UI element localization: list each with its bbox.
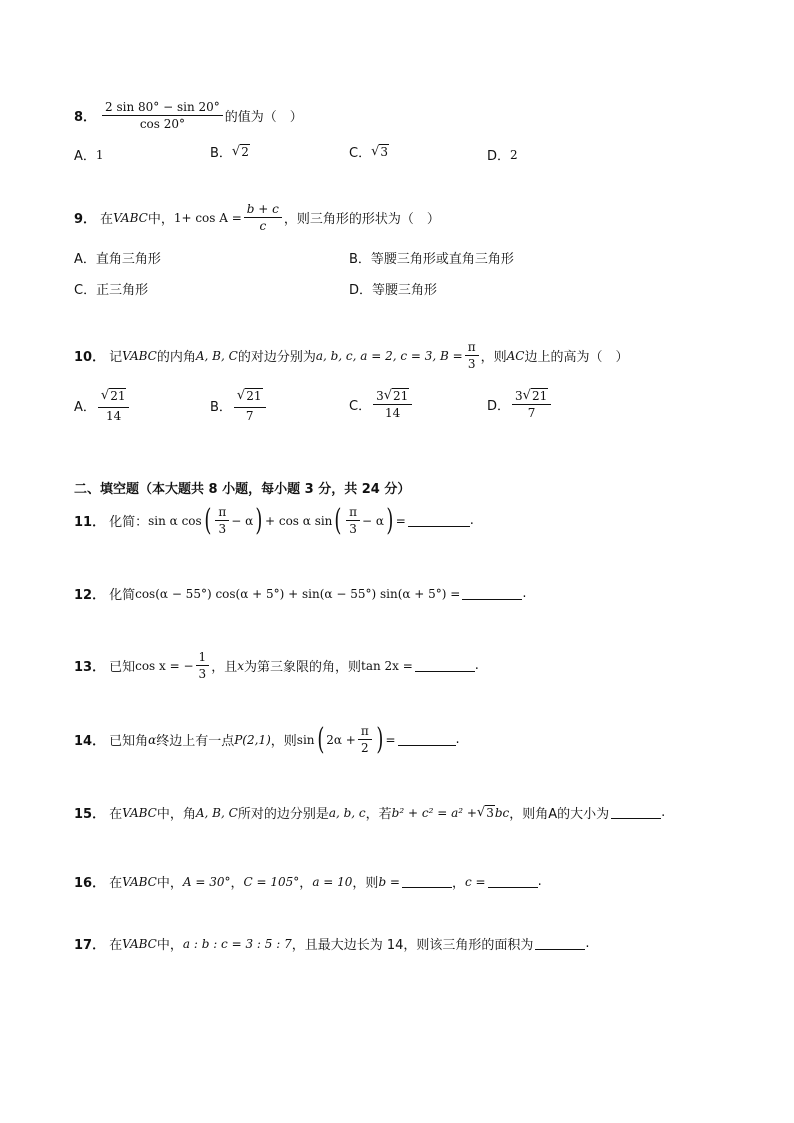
fraction-denominator: 7 [527,406,536,420]
formula-part: − α [362,513,385,528]
option-a [74,145,104,164]
question-number: 17． [74,938,106,953]
period: . [537,874,542,889]
fraction-denominator: 14 [106,409,122,423]
question-stem: ，则三角形的形状为（ ） [283,212,440,227]
option-label: B． [210,400,232,415]
question-stem: 边上的高为（ ） [524,350,629,365]
equals: = [385,732,396,747]
fraction-numerator: b + c [244,202,282,218]
question-number: 16． [74,876,106,891]
fraction: √ 21 14 [98,388,130,423]
answer-blank-b[interactable] [402,875,452,888]
question-15 [74,803,665,822]
fraction-numerator: π [358,724,372,740]
option-text: 2 [510,147,518,162]
text: 中， [156,876,183,891]
option-label: C． [349,146,372,161]
fraction [346,505,360,536]
text: ，则 [480,350,507,365]
fraction-denominator: 3 [218,522,227,536]
text: 记 [109,350,123,365]
right-paren: ) [386,502,394,538]
angle-names: A, B, C [195,348,238,363]
text: 已知角 [109,734,149,749]
option-label: A． [74,252,96,267]
triangle-symbol: VABC [113,210,148,225]
text: 在 [109,938,123,953]
question-stem: ，则角A的大小为 [509,807,610,822]
text: 为第三象限的角，则 [243,660,361,675]
fraction [196,650,210,681]
right-paren: ) [255,502,263,538]
radicand: 3 [380,145,389,159]
formula-part: − α [231,513,254,528]
triangle-symbol: VABC [122,805,157,820]
radicand: 21 [110,389,126,403]
option-label: B． [210,146,232,161]
option-d [487,145,518,164]
left-paren: ( [316,721,324,757]
side-ratio: a : b : c = 3 : 5 : 7 [182,936,292,951]
option-c [349,388,414,420]
formula-part: + cos α sin [264,513,333,528]
question-9 [74,202,440,233]
text: 的对边分别为 [237,350,316,365]
option-text: 等腰三角形 [372,283,438,298]
fraction [358,724,372,755]
text: ，且 [211,660,238,675]
period: . [455,732,460,747]
coefficient: 3 [376,389,384,403]
given-side-a: a = 10 [312,874,353,889]
fraction-numerator: 1 [196,650,210,666]
text: ，则 [270,734,297,749]
formula-part: cos x = − [135,658,194,673]
side-names: a, b, c [328,805,366,820]
question-16 [74,872,542,891]
radicand: 21 [531,389,548,403]
given-values: a, b, c, a = 2, c = 3, B = [315,348,463,363]
option-text: 等腰三角形或直角三角形 [370,252,514,267]
text: 已知 [109,660,136,675]
left-paren: ( [334,502,342,538]
coefficient: 3 [515,389,523,403]
formula-part: c = [465,874,486,889]
text: 终边上有一点 [156,734,235,749]
fraction-denominator: 3 [467,357,476,371]
text: 在 [100,212,114,227]
question-number: 8． [74,110,97,125]
formula-part: bc [494,805,510,820]
question-8 [74,100,303,131]
formula-part: sin [296,732,315,747]
option-label: C． [349,398,372,414]
answer-blank-c[interactable] [488,875,538,888]
question-number: 15． [74,807,106,822]
triangle-symbol: VABC [122,936,157,951]
equals: = [395,513,406,528]
given-angle-a: A = 30° [182,874,231,889]
option-c [74,279,148,298]
side-name: AC [506,348,525,363]
fraction [244,202,282,233]
separator: ， [452,876,466,891]
question-stem: 的值为（ ） [224,110,303,125]
separator: ， [230,876,244,891]
question-number: 11． [74,515,106,530]
text: 化简： [109,515,149,530]
period: . [474,658,479,673]
question-17 [74,934,590,953]
text: 中， [147,212,174,227]
option-text: 正三角形 [96,283,149,298]
option-c [349,142,389,161]
fraction-denominator: c [259,219,267,233]
fraction [102,100,223,131]
separator: ， [299,876,313,891]
formula-part: sin α cos [148,513,202,528]
text: 在 [109,807,123,822]
radicand: 21 [246,389,262,403]
period: . [661,805,666,820]
option-label: D． [487,149,511,164]
formula: cos(α − 55°) cos(α + 5°) + sin(α − 55°) sin(α + 5°) = [135,586,461,601]
text: 在 [109,876,123,891]
left-paren: ( [204,502,212,538]
option-label: A． [74,400,96,415]
period: . [522,586,527,601]
text: 化简 [109,588,136,603]
fraction [465,340,479,371]
fraction [215,505,229,536]
question-13 [74,650,479,681]
section-heading [74,478,410,497]
right-paren: ) [376,721,384,757]
sqrt: √ 2 [231,144,249,159]
radicand: 2 [241,145,249,159]
text: 所对的边分别是 [237,807,329,822]
question-12 [74,584,527,603]
formula-part: tan 2x = [361,658,413,673]
question-number: 9． [74,212,97,227]
given-angle-c: C = 105° [243,874,300,889]
fraction-numerator: π [215,505,229,521]
question-stem: ，且最大边长为 14，则该三角形的面积为 [291,938,534,953]
fraction: 3 √ 21 7 [512,388,551,420]
answer-blank[interactable] [415,659,475,672]
option-label: D． [349,283,373,298]
fraction-numerator: π [465,340,479,356]
fraction-denominator: 14 [385,406,401,420]
radicand: 3 [486,806,494,820]
option-a [74,388,131,423]
formula-part: b = [378,874,400,889]
angle-names: A, B, C [195,805,238,820]
period: . [585,936,590,951]
period: . [469,513,474,528]
section-title: 二、填空题（本大题共 8 小题，每小题 3 分，共 24 分） [74,482,411,497]
fraction-denominator: 3 [198,667,207,681]
fraction-denominator: 7 [245,409,254,423]
option-b [349,248,514,267]
answer-blank[interactable] [611,806,661,819]
option-label: D． [487,398,511,414]
answer-blank[interactable] [398,733,456,746]
option-label: A． [74,149,96,164]
formula-part: 2α + [326,732,356,747]
text: 中， [156,938,183,953]
question-11 [74,502,474,538]
option-d [349,279,437,298]
option-text: 直角三角形 [95,252,161,267]
sqrt: √ 3 [476,805,494,820]
option-a [74,248,161,267]
option-label: C． [74,283,97,298]
question-number: 12． [74,588,106,603]
fraction-denominator: cos 20° [139,117,186,131]
option-b [210,388,268,423]
variable: x [237,658,244,673]
option-b [210,142,250,161]
answer-blank[interactable] [408,514,470,527]
answer-blank[interactable] [535,937,585,950]
answer-blank[interactable] [462,587,522,600]
text: ，则 [352,876,379,891]
sqrt: √ 3 [371,144,389,159]
radicand: 21 [393,389,409,403]
option-text: 1 [95,147,104,162]
text: 的内角 [156,350,196,365]
text: ，若 [365,807,392,822]
fraction-denominator: 2 [360,741,369,755]
formula-lhs: 1+ cos A = [173,210,242,225]
fraction: √ 21 7 [234,388,266,423]
option-label: B． [349,252,371,267]
question-number: 10． [74,350,106,365]
question-14 [74,721,460,757]
question-number: 14． [74,734,106,749]
fraction-numerator: 2 sin 80° − sin 20° [102,100,223,116]
fraction-numerator: π [346,505,360,521]
formula-part: b² + c² = a² + [391,805,477,820]
fraction-denominator: 3 [349,522,357,536]
text: 中，角 [156,807,196,822]
option-d [487,388,553,420]
variable: α [148,732,157,747]
question-number: 13． [74,660,106,675]
triangle-symbol: VABC [122,348,157,363]
question-10 [74,340,629,371]
point: P(2,1) [234,732,271,747]
triangle-symbol: VABC [122,874,157,889]
fraction: 3 √ 21 14 [373,388,412,420]
